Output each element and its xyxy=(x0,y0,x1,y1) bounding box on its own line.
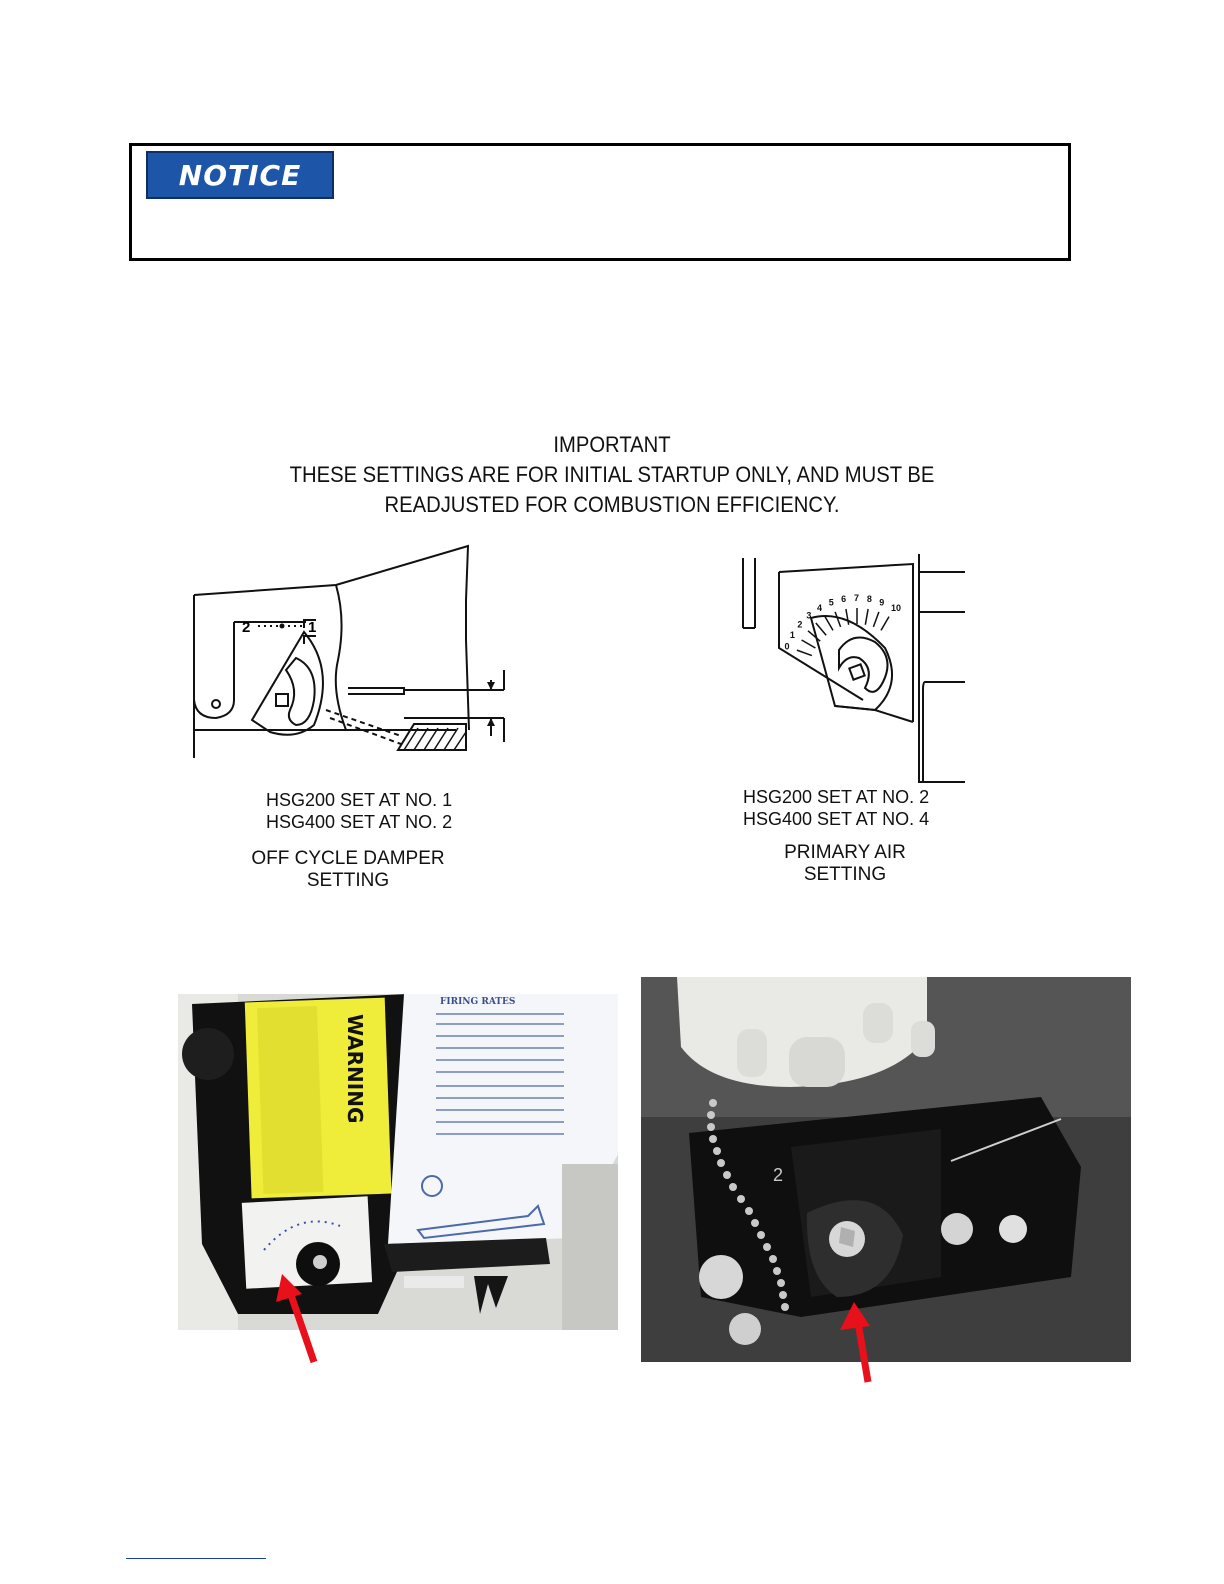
off-cycle-damper-diagram xyxy=(186,540,516,770)
scale-tick xyxy=(816,623,826,635)
scale-tick xyxy=(802,640,816,648)
scale-tick xyxy=(825,617,833,631)
primary-air-diagram xyxy=(735,550,970,790)
burner-label-photo xyxy=(178,994,618,1330)
right-photo-red-arrow xyxy=(830,1300,890,1384)
damper-caption-line-2: SETTING xyxy=(306,870,390,891)
damper-dial-label-2: 2 xyxy=(242,619,251,636)
scale-tick xyxy=(797,650,812,655)
notice-badge-label: NOTICE xyxy=(178,158,302,192)
scale-tick xyxy=(846,609,849,625)
warning-label-text: WARNING xyxy=(343,1014,367,1124)
scale-label: 9 xyxy=(879,597,885,608)
primary-air-scale-labels xyxy=(784,593,901,652)
notice-badge xyxy=(146,151,334,199)
important-line-1: THESE SETTINGS ARE FOR INITIAL STARTUP ONLY, AND MUST BE xyxy=(289,462,935,487)
scale-tick xyxy=(881,617,889,631)
damper-setting-line-1: HSG200 SET AT NO. 1 xyxy=(266,790,453,810)
scale-label: 1 xyxy=(789,630,795,640)
important-line-2: READJUSTED FOR COMBUSTION EFFICIENCY. xyxy=(384,492,840,517)
primary-air-caption-line-2: SETTING xyxy=(803,864,887,885)
scale-tick xyxy=(873,612,878,627)
photo-dial-mark: 2 xyxy=(773,1165,784,1185)
scale-label: 4 xyxy=(817,602,823,613)
scale-label: 7 xyxy=(854,593,860,603)
scale-label: 3 xyxy=(806,610,812,621)
primary-air-setting-line-1: HSG200 SET AT NO. 2 xyxy=(743,787,930,807)
left-photo-red-arrow xyxy=(270,1270,330,1370)
scale-tick xyxy=(865,609,868,625)
footer-rule xyxy=(126,1558,266,1559)
firing-rates-label: FIRING RATES xyxy=(440,997,516,1007)
scale-label: 8 xyxy=(866,594,872,605)
damper-dial-label-1: 1 xyxy=(308,619,317,636)
primary-air-caption-line-1: PRIMARY AIR xyxy=(784,842,906,863)
primary-air-setting-line-2: HSG400 SET AT NO. 4 xyxy=(743,809,930,829)
scale-label: 0 xyxy=(784,641,790,652)
scale-label: 2 xyxy=(797,619,803,630)
scale-label: 6 xyxy=(841,594,847,605)
scale-label: 10 xyxy=(891,602,902,613)
damper-setting-line-2: HSG400 SET AT NO. 2 xyxy=(266,812,453,832)
scale-tick xyxy=(835,612,840,627)
scale-label: 5 xyxy=(828,597,834,608)
important-title: IMPORTANT xyxy=(553,432,671,457)
damper-caption-line-1: OFF CYCLE DAMPER xyxy=(251,848,445,869)
